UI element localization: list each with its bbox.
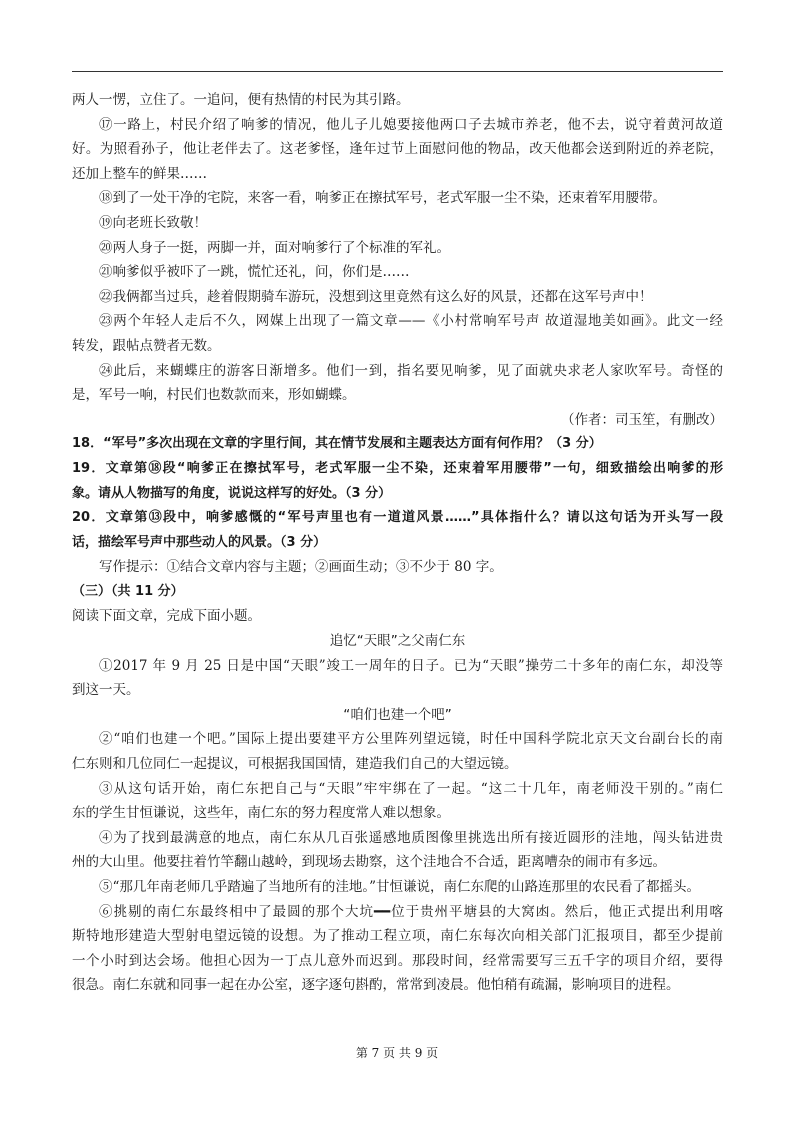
- text-line: ①2017 年 9 月 25 日是中国“天眼”竣工一周年的日子。已为“天眼”操劳二十多年的南仁东，却没等: [99, 657, 723, 674]
- text-line: “咱们也建一个吧”: [343, 706, 452, 723]
- text-line: 好。为照看孙子，他让老伴去了。这老爹怪，逢年过节上面慰问他的物品，改天他都会送到附近的养老院，: [72, 141, 723, 158]
- text-line: 东的学生甘恒谦说，这些年，南仁东的努力程度常人难以想象。: [72, 805, 450, 822]
- text-line: 州的大山里。他要拄着竹竿翻山越岭，到现场去勘察，这个洼地合不合适，距离嘈杂的闹市有多远。: [72, 854, 666, 871]
- text-line: 仁东则和几位同仁一起提议，可根据我国国情，建造我们自己的大望远镜。: [72, 756, 518, 773]
- text-line: 阅读下面文章，完成下面小题。: [72, 608, 261, 625]
- text-line: 19．文章第⑱段“响爹正在擦拭军号，老式军服一尘不染，还束着军用腰带”一句，细致描绘出响爹的形: [72, 460, 723, 476]
- text-line: 还加上整车的鲜果……: [72, 165, 207, 182]
- text-line: ⑳两人身子一挺，两脚一并，面对响爹行了个标准的军礼。: [99, 239, 450, 256]
- header-rule: [72, 71, 723, 72]
- text-line: 20．文章第⑬段中，响爹感慨的“军号声里也有一道道风景……”具体指什么？请以这句话为开头写一段: [72, 510, 723, 526]
- text-line: ⑤“那几年南老师几乎踏遍了当地所有的洼地。”甘恒谦说，南仁东爬的山路连那里的农民看了都摇头。: [99, 879, 701, 895]
- text-line: 18．“军号”多次出现在文章的字里行间，其在情节发展和主题表达方面有何作用？（3 分）: [72, 436, 602, 452]
- page-footer: 第 7 页 共 9 页: [355, 1046, 439, 1060]
- text-line: ⑥挑剔的南仁东最终相中了最圆的那个大坑━━位于贵州平塘县的大窝凼。然后，他正式提出利用喀: [99, 903, 723, 920]
- text-line: ⑲向老班长致敬！: [99, 214, 207, 231]
- text-line: 一个小时到达会场。他担心因为一丁点儿意外而迟到。那段时间，经常需要写三五千字的项目介绍，要得: [72, 952, 723, 969]
- text-line: ②“咱们也建一个吧。”国际上提出要建平方公里阵列望远镜，时任中国科学院北京天文台副台长的南: [99, 731, 723, 748]
- text-line: （三）（共 11 分）: [72, 583, 184, 599]
- text-line: 是，军号一响，村民们也数款而来，形如蝴蝶。: [72, 387, 356, 404]
- text-line: （作者：司玉笙，有删改）: [561, 411, 723, 428]
- text-line: ㉑响爹似乎被吓了一跳，慌忙还礼，问，你们是……: [99, 264, 410, 281]
- text-line: 斯特地形建造大型射电望远镜的设想。为了推动工程立项，南仁东每次向相关部门汇报项目，都至少提前: [72, 928, 723, 945]
- text-line: ④为了找到最满意的地点，南仁东从几百张遥感地质图像里挑选出所有接近圆形的洼地，闯头钻进贵: [99, 829, 723, 846]
- text-line: ㉓两个年轻人走后不久，网媒上出现了一篇文章——《小村常响军号声 故道湿地美如画》。此文一经: [99, 313, 723, 330]
- text-line: ⑰一路上，村民介绍了响爹的情况，他儿子儿媳要接他两口子去城市养老，他不去，说守着黄河故道: [99, 116, 723, 133]
- text-line: 写作提示：①结合文章内容与主题；②画面生动；③不少于 80 字。: [99, 559, 503, 576]
- text-line: 转发，跟帖点赞者无数。: [72, 337, 221, 354]
- text-line: 很急。南仁东就和同事一起在办公室，逐字逐句斟酌，常常到凌晨。他怕稍有疏漏，影响项目的进程。: [72, 977, 680, 994]
- text-line: 两人一愣，立住了。一追问，便有热情的村民为其引路。: [72, 92, 410, 108]
- text-line: ⑱到了一处干净的宅院，来客一看，响爹正在擦拭军号，老式军服一尘不染，还束着军用腰带。: [99, 190, 666, 207]
- text-line: 到这一天。: [72, 682, 140, 699]
- text-line: ㉒我俩都当过兵，趁着假期骑车游玩，没想到这里竟然有这么好的风景，还都在这军号声中！: [99, 288, 653, 305]
- text-line: ③从这句话开始，南仁东把自己与“天眼”牢牢绑在了一起。“这二十几年，南老师没干别的。”南仁: [99, 780, 723, 797]
- text-line: 追忆“天眼”之父南仁东: [329, 633, 466, 650]
- text-line: 话，描绘军号声中那些动人的风景。（3 分）: [72, 534, 327, 550]
- text-line: 象。请从人物描写的角度，说说这样写的好处。（3 分）: [72, 485, 392, 501]
- text-line: ㉔此后，来蝴蝶庄的游客日渐增多。他们一到，指名要见响爹，见了面就央求老人家吹军号。奇怪的: [99, 362, 723, 379]
- document-body: [72, 88, 723, 998]
